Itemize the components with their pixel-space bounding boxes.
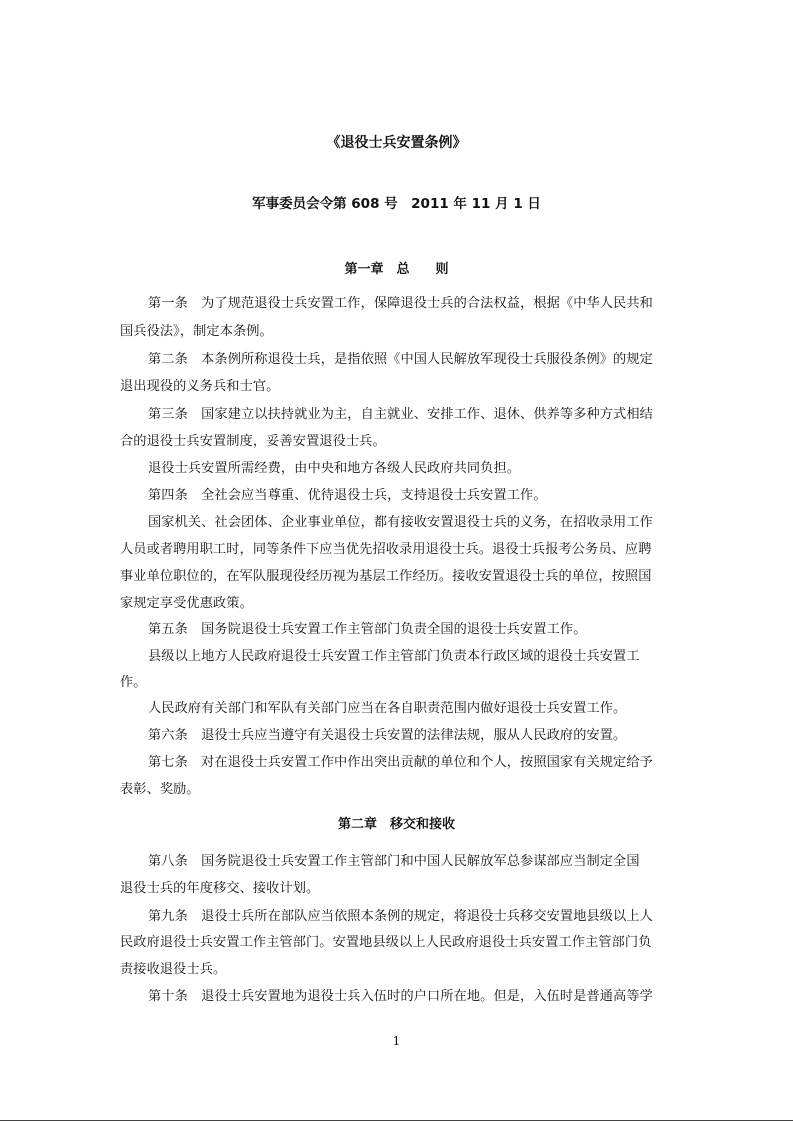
page-bottom-rule bbox=[0, 1120, 793, 1121]
paragraph-line: 第六条 退役士兵应当遵守有关退役士兵安置的法律法规，服从人民政府的安置。 bbox=[148, 728, 627, 743]
paragraph-line: 合的退役士兵安置制度，妥善安置退役士兵。 bbox=[120, 434, 386, 449]
paragraph-line: 第三条 国家建立以扶持就业为主，自主就业、安排工作、退休、供养等多种方式相结 bbox=[148, 407, 653, 422]
page-number: 1 bbox=[392, 1034, 401, 1048]
paragraph-line: 表彰、奖励。 bbox=[120, 782, 200, 797]
paragraph-line: 国家机关、社会团体、企业事业单位，都有接收安置退役士兵的义务，在招收录用工作 bbox=[148, 515, 653, 530]
paragraph-line: 人民政府有关部门和军队有关部门应当在各自职责范围内做好退役士兵安置工作。 bbox=[148, 701, 627, 716]
paragraph-line: 第四条 全社会应当尊重、优待退役士兵，支持退役士兵安置工作。 bbox=[148, 488, 547, 503]
paragraph-line: 国兵役法》，制定本条例。 bbox=[120, 324, 273, 339]
document-subtitle: 军事委员会令第 608 号 2011 年 11 月 1 日 bbox=[252, 196, 541, 212]
chapter-heading-1: 第一章 总 则 bbox=[344, 262, 449, 277]
paragraph-line: 第十条 退役士兵安置地为退役士兵入伍时的户口所在地。但是，入伍时是普通高等学 bbox=[148, 989, 653, 1004]
paragraph-line: 民政府退役士兵安置工作主管部门。安置地县级以上人民政府退役士兵安置工作主管部门负 bbox=[120, 935, 652, 950]
paragraph-line: 第八条 国务院退役士兵安置工作主管部门和中国人民解放军总参谋部应当制定全国 bbox=[148, 854, 640, 869]
paragraph-line: 第二条 本条例所称退役士兵，是指依照《中国人民解放军现役士兵服役条例》的规定 bbox=[148, 352, 653, 367]
paragraph-line: 责接收退役士兵。 bbox=[120, 962, 227, 977]
paragraph-line: 人员或者聘用职工时，同等条件下应当优先招收录用退役士兵。退役士兵报考公务员、应聘 bbox=[120, 542, 652, 557]
paragraph-line: 第五条 国务院退役士兵安置工作主管部门负责全国的退役士兵安置工作。 bbox=[148, 622, 587, 637]
chapter-heading-2: 第二章 移交和接收 bbox=[337, 817, 455, 832]
paragraph-line: 退出现役的义务兵和士官。 bbox=[120, 379, 280, 394]
paragraph-line: 第七条 对在退役士兵安置工作中作出突出贡献的单位和个人，按照国家有关规定给予 bbox=[148, 755, 653, 770]
paragraph-line: 家规定享受优惠政策。 bbox=[120, 596, 253, 611]
paragraph-line: 第九条 退役士兵所在部队应当依照本条例的规定，将退役士兵移交安置地县级以上人 bbox=[148, 909, 653, 924]
document-title: 《退役士兵安置条例》 bbox=[326, 135, 467, 151]
paragraph-line: 作。 bbox=[120, 675, 147, 690]
paragraph-line: 第一条 为了规范退役士兵安置工作，保障退役士兵的合法权益，根据《中华人民共和 bbox=[148, 296, 653, 311]
paragraph-line: 县级以上地方人民政府退役士兵安置工作主管部门负责本行政区域的退役士兵安置工 bbox=[148, 649, 640, 664]
paragraph-line: 退役士兵安置所需经费，由中央和地方各级人民政府共同负担。 bbox=[148, 461, 521, 476]
paragraph-line: 退役士兵的年度移交、接收计划。 bbox=[120, 881, 320, 896]
paragraph-line: 事业单位职位的，在军队服现役经历视为基层工作经历。接收安置退役士兵的单位，按照国 bbox=[120, 569, 652, 584]
